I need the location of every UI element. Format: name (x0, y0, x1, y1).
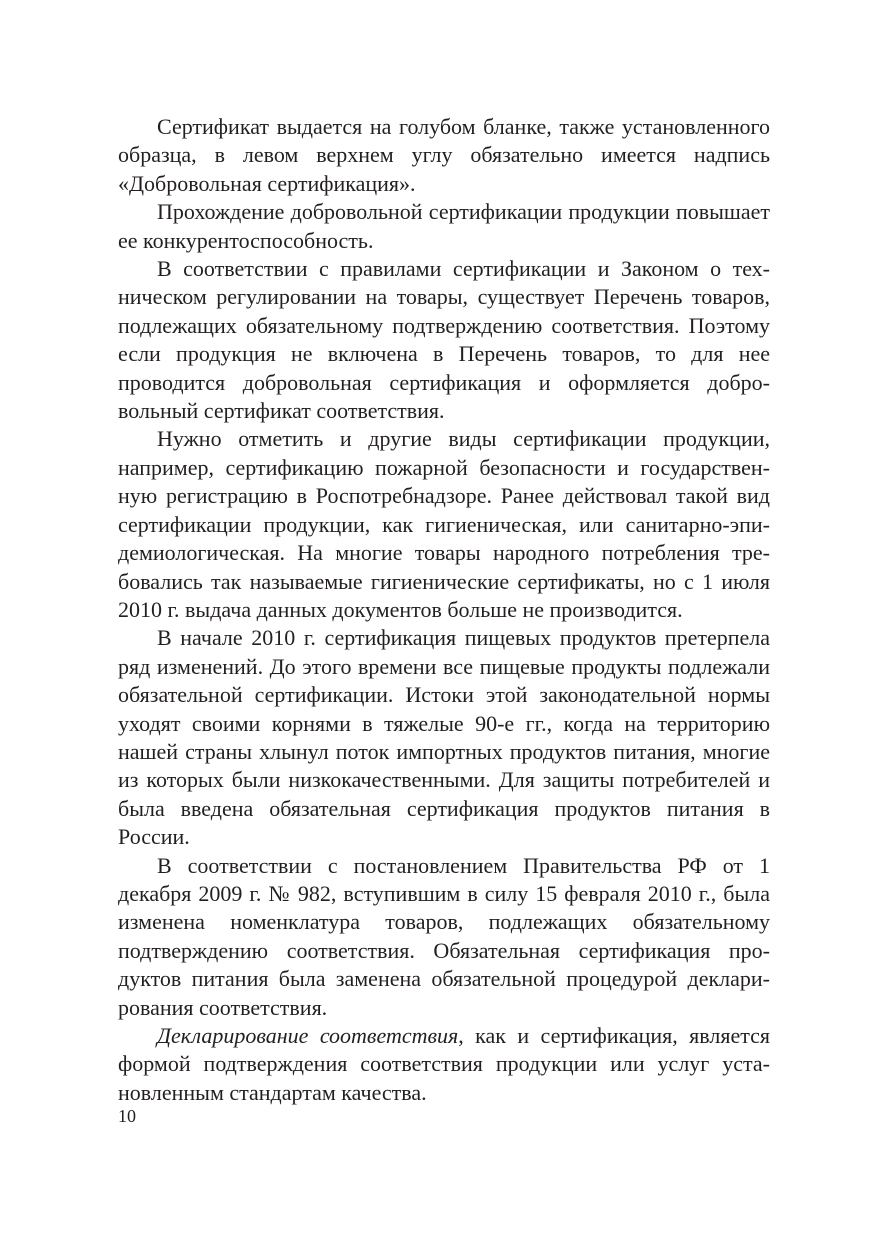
paragraph-4: Нужно отметить и другие виды сертификации продукции, например, сертификацию пожарной безопасности и государственную регистрацию в Роспотребнадзоре. Ранее действовал такой вид сертификации продукции, как гигиеническая, или санитарно-эпидемиологическая. На многие товары народного потребления требовались так называемые гигиенические сертификаты, но с 1 июля 2010 г. выдача данных документов больше не производится. (118, 426, 770, 622)
page-number: 10 (118, 1106, 136, 1126)
italic-term: Декларирование соответствия (157, 1023, 459, 1048)
paragraph-3: В соответствии с правилами сертификации и Законом о техническом регулировании на товары, существует Перечень товаров, подлежащих обязательному подтверждению соответствия. Поэтому если продукция не включена в Перечень товаров, то для нее проводится добровольная сертификация и оформляется добровольный сертификат соответствия. (118, 256, 770, 424)
page-text-block (118, 113, 770, 1107)
paragraph-2: Прохождение добровольной сертификации продукции повышает ее конкурентоспособность. (118, 199, 770, 253)
paragraph-5: В начале 2010 г. сертификация пищевых продуктов претерпела ряд изменений. До этого времени все пищевые продукты подлежали обязательной сертификации. Истоки этой законодательной нормы уходят своими корнями в тяжелые 90-е гг., когда на территорию нашей страны хлынул поток импортных продуктов питания, многие из которых были низкокачественными. Для защиты потребителей и была введена обязательная сертификация продуктов питания в России. (118, 625, 770, 850)
paragraph-7 (118, 1022, 770, 1107)
paragraph-7-rest: , как и сертификация, является формой подтверждения соответствия продукции или услуг установленным стандартам качества. (118, 1023, 770, 1105)
paragraph-6: В соответствии с постановлением Правительства РФ от 1 декабря 2009 г. № 982, вступившим в силу 15 февраля 2010 г., была изменена номенклатура товаров, подлежащих обязательному подтверждению соответствия. Обязательная сертификация продуктов питания была заменена обязательной процедурой декларирования соответствия. (118, 852, 770, 1020)
paragraph-1: Сертификат выдается на голубом бланке, также установленного образца, в левом верхнем углу обязательно имеется надпись «Добровольная сертификация». (118, 114, 770, 196)
